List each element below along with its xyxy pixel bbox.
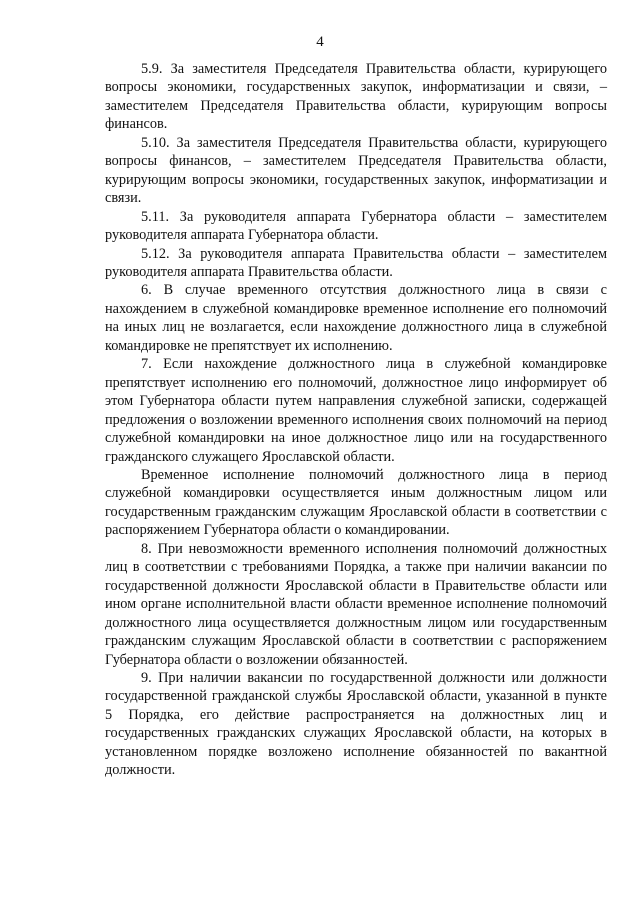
- document-body: [105, 60, 607, 780]
- paragraph-7: 7. Если нахождение должностного лица в служебной командировке препятствует исполнению его полномочий, должностное лицо информирует об этом Губернатора области путем направления служебной записки, содержащей предложения о возложении временного исполнения своих полномочий на период служебной командировки на иное должностное лицо или на государственного гражданского служащего Ярославской области.: [105, 356, 607, 465]
- paragraph-5-10: 5.10. За заместителя Председателя Правительства области, курирующего вопросы финансов, – заместителем Председателя Правительства области, курирующим вопросы экономики, государственных закупок, информатизации и связи.: [105, 134, 607, 207]
- paragraph-8: 8. При невозможности временного исполнения полномочий должностных лиц в соответствии с требованиями Порядка, а также при наличии вакансии по государственной должности Ярославской области в Правительстве области или ином органе исполнительной власти области временное исполнение полномочий должностного лица осуществляется должностным лицом или государственным гражданским служащим Ярославской области в соответствии с распоряжением Губернатора области о возложении обязанностей.: [105, 540, 607, 668]
- paragraph-5-11: 5.11. За руководителя аппарата Губернатора области – заместителем руководителя аппарата Губернатора области.: [105, 208, 607, 244]
- paragraph-7-continuation: Временное исполнение полномочий должностного лица в период служебной командировки осуществляется иным должностным лицом или государственным гражданским служащим Ярославской области в соответствии с распоряжением Губернатора области о командировании.: [105, 466, 607, 539]
- page-number: 4: [316, 34, 324, 50]
- paragraph-5-9: 5.9. За заместителя Председателя Правительства области, курирующего вопросы экономики, государственных закупок, информатизации и связи, – заместителем Председателя Правительства области, курирующим вопросы финансов.: [105, 61, 607, 133]
- paragraph-9: 9. При наличии вакансии по государственной должности или должности государственной гражданской службы Ярославской области, указанной в пункте 5 Порядка, его действие распространяется на должностных лиц и государственных гражданских служащих Ярославской области, на которых в установленном порядке возложено исполнение обязанностей по вакантной должности.: [105, 669, 607, 779]
- paragraph-6: 6. В случае временного отсутствия должностного лица в связи с нахождением в служебной командировке временное исполнение его полномочий на иных лиц не возлагается, если нахождение должностного лица в служебной командировке не препятствует их исполнению.: [105, 282, 607, 354]
- paragraph-5-12: 5.12. За руководителя аппарата Правительства области – заместителем руководителя аппарата Правительства области.: [105, 245, 607, 280]
